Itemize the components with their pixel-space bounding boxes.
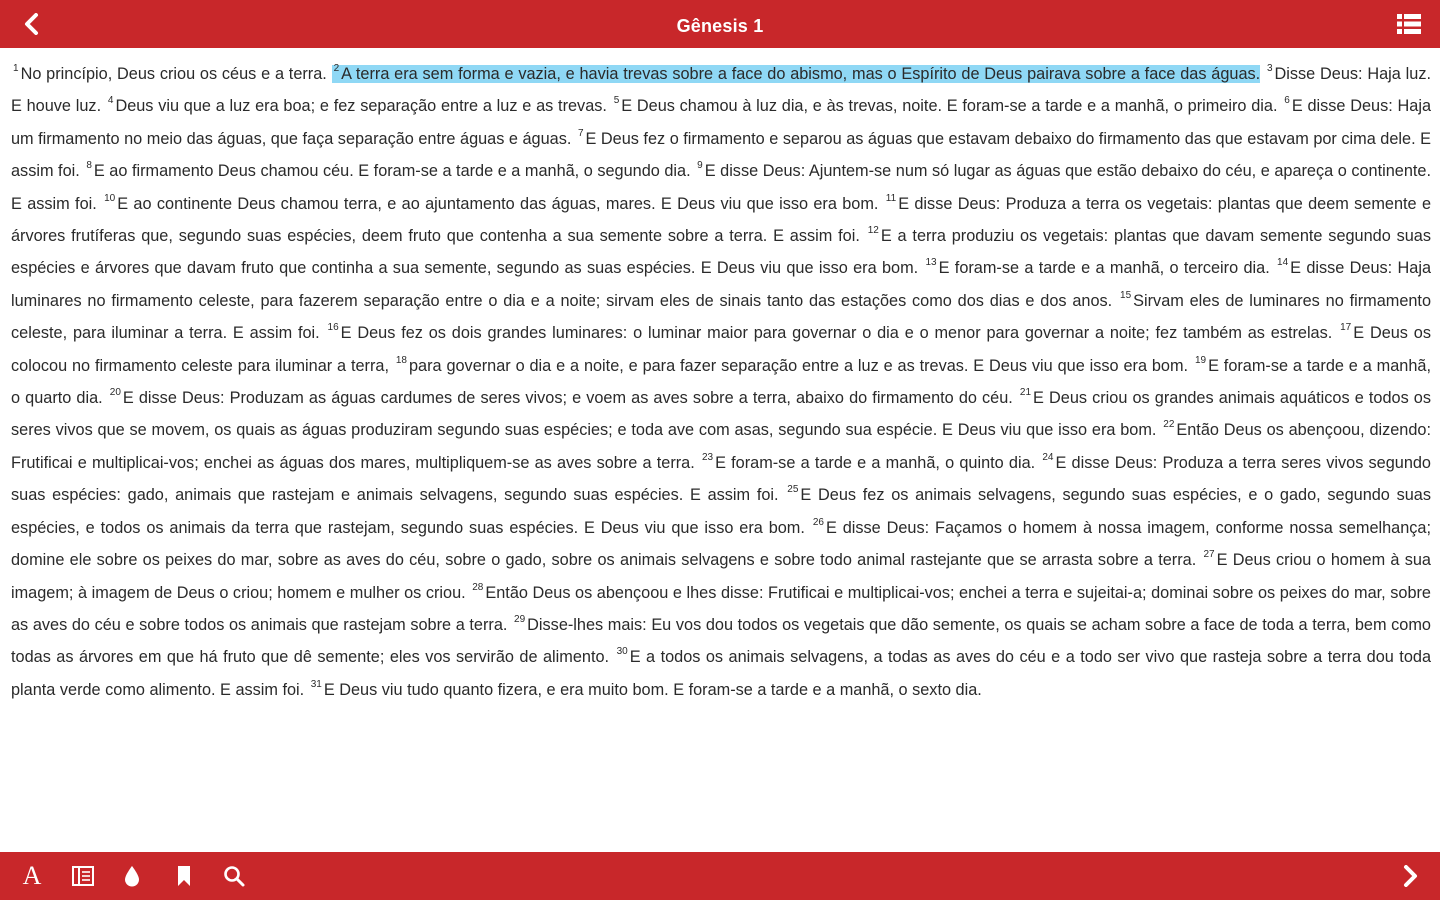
verse-number: 7 <box>577 127 584 139</box>
verse-number: 3 <box>1266 63 1273 74</box>
font-size-button[interactable] <box>18 862 46 890</box>
top-bar <box>0 0 1440 48</box>
verse-text: No princípio, Deus criou os céus e a terra. <box>20 65 327 83</box>
verse[interactable] <box>326 324 1333 342</box>
verse[interactable] <box>612 97 1278 115</box>
chapter-title: Gênesis 1 <box>676 16 764 36</box>
verse-text: E a todos os animais selvagens, a todas as aves do céu e a todo ser vivo que rasteja sobre a terra dou toda planta verde como alimento. E assim foi. <box>11 648 1431 699</box>
verse-text: E Deus os colocou no firmamento celeste para iluminar a terra, <box>11 324 1431 375</box>
verse-text: Sirvam eles de luminares no firmamento celeste, para iluminar a terra. E assim foi. <box>11 291 1431 343</box>
verse[interactable] <box>106 97 607 115</box>
verse-number: 16 <box>327 322 339 334</box>
verse-number: 29 <box>514 613 526 625</box>
verse[interactable] <box>332 65 1261 83</box>
verse-text: Disse-lhes mais: Eu vos dou todos os vegetais que dão semente, os quais se acham sobre a face de toda a terra, bem como todas as árvores em que há fruto que dê semente; eles vos servirão de alimento. <box>11 615 1431 667</box>
verse-text: E disse Deus: Produza a terra seres vivos segundo suas espécies: gado, animais que rastejam e animais selvagens, segundo suas espécies. E assim foi. <box>11 453 1431 505</box>
verse-text: Então Deus os abençoou, dizendo: Frutificai e multiplicai-vos; enchei as águas dos mares, multipliquem-se as aves sobre a terra. <box>11 421 1431 472</box>
verse-number: 24 <box>1042 451 1054 463</box>
verse[interactable] <box>84 162 690 180</box>
chevron-right-icon <box>1402 865 1418 887</box>
chapter-text <box>11 58 1431 838</box>
verse-number: 31 <box>310 678 322 690</box>
verse-text: E Deus criou o homem à sua imagem; à imagem de Deus o criou; homem e mulher os criou. <box>11 551 1431 602</box>
verse-text: Então Deus os abençoou e lhes disse: Frutificai e multiplicai-vos; enchei a terra e sujeitai-a; dominai sobre os peixes do mar, sobre as aves do céu e sobre todos os animais que rastejam sobre a terra. <box>11 583 1431 634</box>
book-button[interactable] <box>69 862 97 890</box>
verse-number: 12 <box>867 225 879 237</box>
verse-text: E Deus fez o firmamento e separou as águas que estavam debaixo do firmamento das que estavam por cima dele. E assim foi. <box>11 129 1431 181</box>
verse-text: A terra era sem forma e vazia, e havia trevas sobre a face do abismo, mas o Espírito de Deus pairava sobre a face das águas. <box>341 65 1261 83</box>
verse-number: 19 <box>1194 354 1207 366</box>
verse-text: E Deus fez os dois grandes luminares: o luminar maior para governar o dia e o menor para governar a noite; fez também as estrelas. <box>340 324 1333 343</box>
drop-icon <box>123 864 141 888</box>
verse-number: 9 <box>697 160 703 172</box>
verse-text: E disse Deus: Produzam as águas cardumes de seres vivos; e voem as aves sobre a terra, abaixo do firmamento do céu. <box>122 389 1013 408</box>
verse-number: 15 <box>1120 289 1132 301</box>
verse-number: 28 <box>472 581 484 593</box>
search-icon <box>222 864 246 888</box>
verse-number: 21 <box>1019 387 1032 399</box>
verse-number: 22 <box>1163 419 1175 431</box>
verse-text: Deus viu que a luz era boa; e fez separação entre a luz e as trevas. <box>115 97 607 116</box>
verse-number: 26 <box>812 516 824 528</box>
highlight-button[interactable] <box>118 862 146 890</box>
book-icon <box>71 865 95 887</box>
verse-text: E disse Deus: Façamos o homem à nossa imagem, conforme nossa semelhança; domine ele sobre os peixes do mar, sobre as aves do céu, sobre o gado, sobre os animais selvagens e sobre todo animal rastejante que se arrasta sobre a terra. <box>11 518 1431 570</box>
verse-number: 6 <box>1284 95 1290 107</box>
verse-number: 23 <box>701 451 714 463</box>
font-size-icon: A <box>22 861 42 890</box>
bookmark-button[interactable] <box>170 862 198 890</box>
verse-text: E a terra produziu os vegetais: plantas que davam semente segundo suas espécies e árvores que davam fruto que continha a sua semente, segundo as suas espécies. E Deus viu que isso era bom. <box>11 227 1431 278</box>
list-icon <box>1396 12 1422 36</box>
verse-number: 20 <box>109 387 121 399</box>
verse[interactable] <box>102 192 879 213</box>
verse[interactable] <box>700 451 1036 472</box>
verse-number: 2 <box>333 63 340 74</box>
verse[interactable] <box>309 678 982 699</box>
verse-text: Disse Deus: Haja luz. E houve luz. <box>11 65 1431 116</box>
verse-text: E ao firmamento Deus chamou céu. E foram-se a tarde e a manhã, o segundo dia. <box>93 162 691 181</box>
verse-number: 14 <box>1277 257 1289 269</box>
verse-number: 17 <box>1340 322 1352 334</box>
verse-text: E Deus chamou à luz dia, e às trevas, noite. E foram-se a tarde e a manhã, o primeiro dia. <box>621 97 1278 116</box>
verse-text: E Deus criou os grandes animais aquáticos e todos os seres vivos que se movem, os quais as águas produziram segundo suas espécies; e toda ave com asas, segundo sua espécie. E Deus viu que isso era bom. <box>11 389 1431 440</box>
verse-text: E foram-se a tarde e a manhã, o quarto dia. <box>11 356 1431 408</box>
verse-number: 8 <box>86 160 92 172</box>
verse-number: 18 <box>395 354 407 366</box>
verse-number: 11 <box>885 192 897 204</box>
verse-number: 10 <box>104 192 116 204</box>
verse-number: 4 <box>107 95 114 107</box>
verse-text: E disse Deus: Haja um firmamento no meio das águas, que faça separação entre águas e águas. <box>11 97 1431 148</box>
verse[interactable] <box>108 389 1013 407</box>
verse[interactable] <box>11 65 327 83</box>
verse-number: 5 <box>613 95 620 107</box>
verse-text: para governar o dia e a noite, e para fazer separação entre a luz e as trevas. E Deus viu que isso era bom. <box>408 356 1189 375</box>
search-button[interactable] <box>220 862 248 890</box>
next-chapter-button[interactable] <box>1396 862 1424 890</box>
verse-text: E disse Deus: Haja luminares no firmamento celeste, para fazerem separação entre o dia e a noite; sirvam eles de sinais tanto das estações como dos dias e dos anos. <box>11 259 1431 310</box>
verse-text: E Deus fez os animais selvagens, segundo suas espécies, e o gado, segundo suas espécies, e todos os animais da terra que rastejam, segundo suas espécies. E Deus viu que isso era bom. <box>11 486 1431 537</box>
bottom-toolbar <box>0 852 1440 900</box>
verse-text: E foram-se a tarde e a manhã, o quinto dia. <box>715 453 1036 472</box>
chapter-list-button[interactable] <box>1396 12 1422 36</box>
verse-number: 13 <box>925 257 937 269</box>
verse-number: 27 <box>1203 549 1215 561</box>
verse-number: 1 <box>13 63 19 74</box>
verse-number: 25 <box>787 484 799 496</box>
verse-text: E disse Deus: Ajuntem-se num só lugar as águas que estão debaixo do céu, e apareça o continente. E assim foi. <box>11 162 1431 213</box>
verse[interactable] <box>394 354 1189 375</box>
bookmark-icon <box>175 864 193 888</box>
verse-number: 30 <box>616 646 628 658</box>
verse[interactable] <box>924 259 1270 277</box>
verse-text: E foram-se a tarde e a manhã, o terceiro dia. <box>938 259 1270 278</box>
verse-text: E Deus viu tudo quanto fizera, e era muito bom. E foram-se a tarde e a manhã, o sexto dia. <box>323 680 982 699</box>
verse-text: E disse Deus: Produza a terra os vegetais: plantas que deem semente e árvores frutíferas que, segundo suas espécies, deem fruto que contenha a sua semente sobre a terra. E assim foi. <box>11 194 1431 246</box>
verse-text: E ao continente Deus chamou terra, e ao ajuntamento das águas, mares. E Deus viu que isso era bom. <box>117 194 879 213</box>
